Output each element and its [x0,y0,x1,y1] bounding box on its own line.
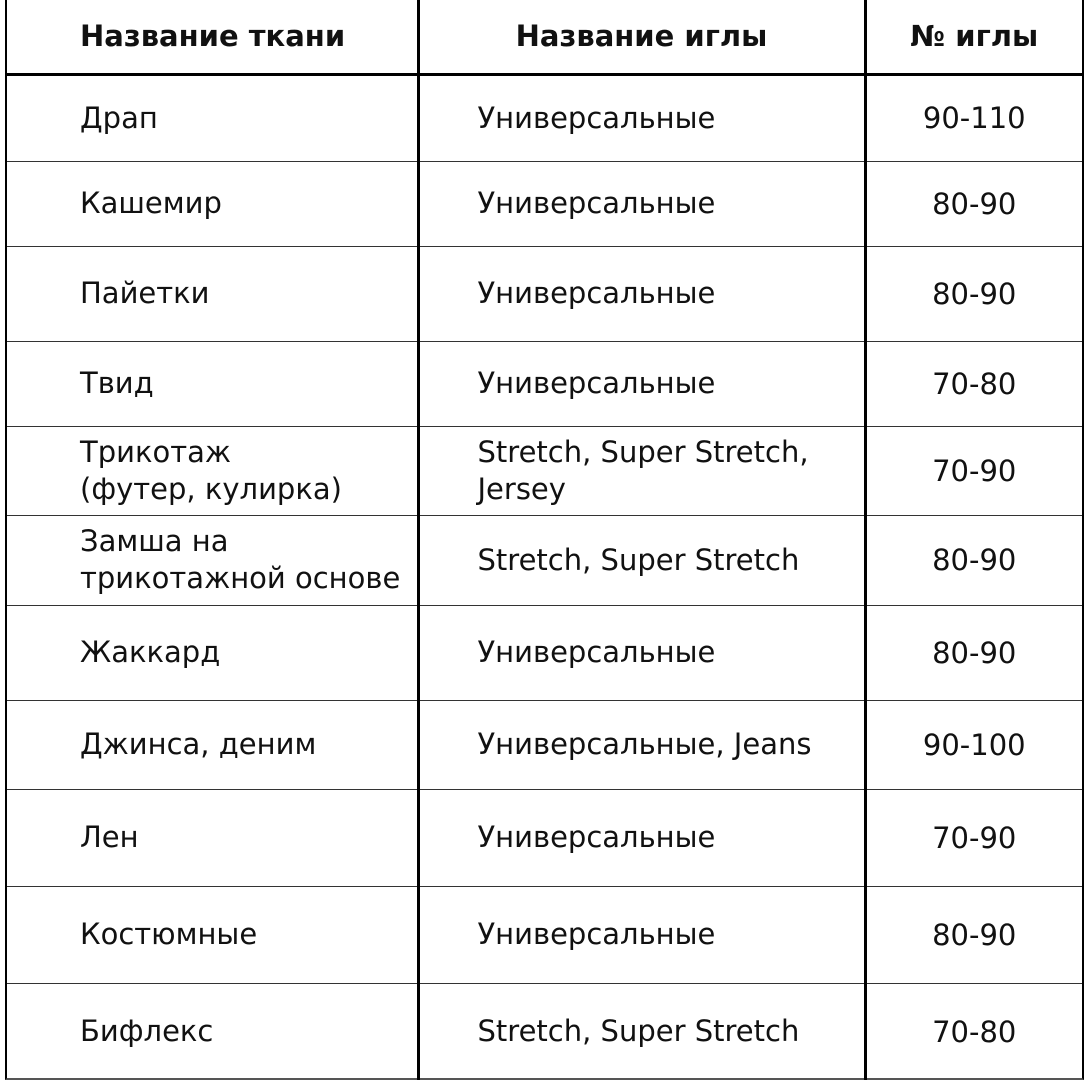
fabric-name-cell [7,74,418,161]
fabric-name-cell [7,341,418,426]
needle-name-cell [418,341,865,426]
fabric-name-line: Твид [80,366,154,400]
needle-number-cell: 80-90 [865,886,1082,983]
header-needle-name: Название иглы [418,0,865,74]
fabric-name-line: Драп [80,100,158,135]
table-frame [5,0,1084,1080]
fabric-name-cell [7,426,418,515]
needle-name-cell [418,426,865,515]
table-row [7,515,1082,605]
fabric-name-line: Трикотаж [80,434,232,469]
needle-number-cell: 90-100 [865,700,1082,789]
header-fabric-name: Название ткани [7,0,418,74]
table-row [7,789,1082,886]
table-row [7,246,1082,341]
needle-name-line: Универсальные [477,276,716,310]
fabric-name-line: Джинса, деним [80,727,317,761]
fabric-name-line: Жаккард [80,635,221,669]
fabric-name-line: Кашемир [80,186,222,220]
needle-number-cell: 80-90 [865,246,1082,341]
needle-name-line: Универсальные [477,820,716,854]
header-needle-number: № иглы [865,0,1082,74]
needle-name-line: Универсальные [477,635,716,669]
needle-name-cell [418,789,865,886]
needle-name-cell [418,246,865,341]
fabric-name-cell [7,983,418,1080]
table-row [7,605,1082,700]
fabric-name-cell [7,789,418,886]
needle-name-line: Stretch, Super Stretch [477,542,800,577]
needle-number-cell: 70-80 [932,1014,1017,1049]
needle-name-line: Универсальные [477,100,716,135]
table-row [7,426,1082,515]
table-row [7,983,1082,1080]
fabric-name-line: Пайетки [80,276,210,310]
fabric-name-line: трикотажной основе [80,561,401,595]
needle-number-cell: 70-90 [865,426,1082,515]
needle-name-cell [418,74,865,161]
fabric-name-cell [7,700,418,789]
needle-name-cell [418,515,865,605]
fabric-name-line: Костюмные [80,917,258,951]
needle-table [7,0,1082,1080]
needle-name-line: Stretch, Super Stretch, [477,434,809,469]
needle-name-cell [418,700,865,789]
header-row [7,0,1082,74]
fabric-name-cell [7,515,418,605]
needle-name-cell [418,161,865,246]
table-row [7,886,1082,983]
needle-number-cell: 80-90 [865,515,1082,605]
needle-number-cell: 70-80 [865,341,1082,426]
needle-name-cell [418,983,865,1080]
needle-number-cell: 80-90 [865,161,1082,246]
table-row [7,74,1082,161]
fabric-name-line: (футер, кулирка) [80,471,342,506]
fabric-name-line: Бифлекс [80,1014,214,1049]
fabric-name-cell [7,886,418,983]
needle-name-line: Универсальные, Jeans [477,727,812,761]
needle-name-line: Универсальные [477,366,716,400]
needle-number-cell: 80-90 [865,605,1082,700]
needle-name-line: Универсальные [477,917,716,951]
needle-name-cell [418,886,865,983]
table-row [7,341,1082,426]
table-row [7,700,1082,789]
needle-number-cell: 90-110 [865,74,1082,161]
table-header [7,0,1082,74]
fabric-name-line: Замша на [80,524,229,558]
table-body [7,74,1082,1080]
fabric-name-cell [7,161,418,246]
needle-name-line: Jersey [477,471,566,506]
fabric-name-line: Лен [80,820,139,854]
needle-name-line: Универсальные [477,186,716,220]
table-row [7,161,1082,246]
fabric-name-cell [7,605,418,700]
fabric-name-cell [7,246,418,341]
needle-name-cell [418,605,865,700]
needle-name-line: Stretch, Super Stretch [477,1014,800,1049]
needle-number-cell: 70-90 [865,789,1082,886]
